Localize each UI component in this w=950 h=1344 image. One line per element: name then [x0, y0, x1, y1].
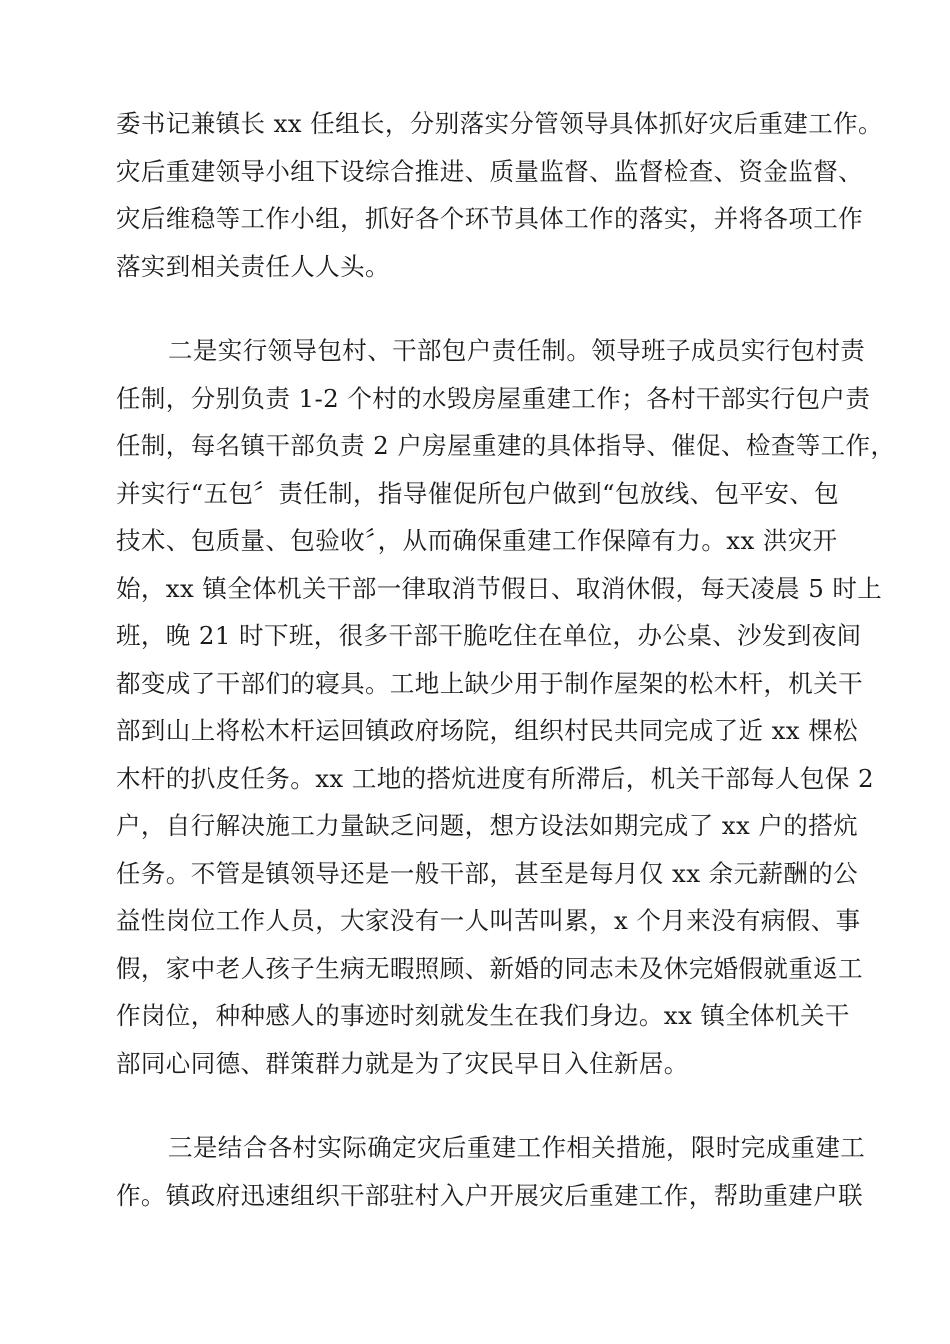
text-line: 委书记兼镇长 xx 任组长，分别落实分管领导具体抓好灾后重建工作。: [116, 109, 883, 138]
text-line: 技术、包质量、包验收〞，从而确保重建工作保障有力。xx 洪灾开: [116, 526, 838, 555]
paragraph: [116, 100, 883, 290]
text-line: 假，家中老人孩子生病无暇照顾、新婚的同志未及休完婚假就重返工: [116, 953, 863, 983]
text-line: 二是实行领导包村、干部包户责任制。领导班子成员实行包村责: [168, 336, 866, 365]
text-line: 班，晚 21 时下班，很多干部干脆吃住在单位，办公桌、沙发到夜间: [116, 621, 862, 650]
paragraph-spacer: [116, 290, 836, 327]
text-line: 任务。不管是镇领导还是一般干部，甚至是每月仅 xx 余元薪酬的公: [116, 858, 859, 888]
text-line: 作岗位，种种感人的事迹时刻就发生在我们身边。xx 镇全体机关干: [116, 1001, 850, 1030]
text-line: 任制，分别负责 1-2 个村的水毁房屋重建工作；各村干部实行包户责: [116, 383, 871, 413]
paragraph-spacer: [116, 1087, 836, 1124]
text-line: 三是结合各村实际确定灾后重建工作相关措施，限时完成重建工: [168, 1133, 866, 1162]
text-line: 部到山上将松木杆运回镇政府场院，组织村民共同完成了近 xx 棵松: [116, 716, 859, 745]
text-line: 落实到相关责任人人头。: [116, 251, 390, 281]
text-line: 户，自行解决施工力量缺乏问题，想方设法如期完成了 xx 户的搭炕: [116, 811, 859, 840]
text-line: 木杆的扒皮任务。xx 工地的搭炕进度有所滞后，机关干部每人包保 2: [116, 763, 874, 793]
text-line: 灾后维稳等工作小组，抓好各个环节具体工作的落实，并将各项工作: [116, 204, 863, 233]
text-line: 作。镇政府迅速组织干部驻村入户开展灾后重建工作，帮助重建户联: [116, 1180, 863, 1210]
text-line: 并实行“五包〞责任制，指导催促所包户做到“包放线、包平安、包: [116, 478, 840, 508]
paragraph: [116, 1124, 866, 1219]
paragraph: [116, 327, 896, 1087]
text-line: 任制，每名镇干部负责 2 户房屋重建的具体指导、催促、检查等工作，: [116, 431, 896, 460]
document-body: [116, 100, 896, 1219]
text-line: 都变成了干部们的寝具。工地上缺少用于制作屋架的松木杆，机关干: [116, 668, 863, 698]
text-line: 始，xx 镇全体机关干部一律取消节假日、取消休假，每天凌晨 5 时上: [116, 573, 883, 603]
text-line: 部同心同德、群策群力就是为了灾民早日入住新居。: [116, 1048, 689, 1078]
text-line: 灾后重建领导小组下设综合推进、质量监督、监督检查、资金监督、: [116, 156, 863, 186]
text-line: 益性岗位工作人员，大家没有一人叫苦叫累，x 个月来没有病假、事: [116, 906, 861, 935]
